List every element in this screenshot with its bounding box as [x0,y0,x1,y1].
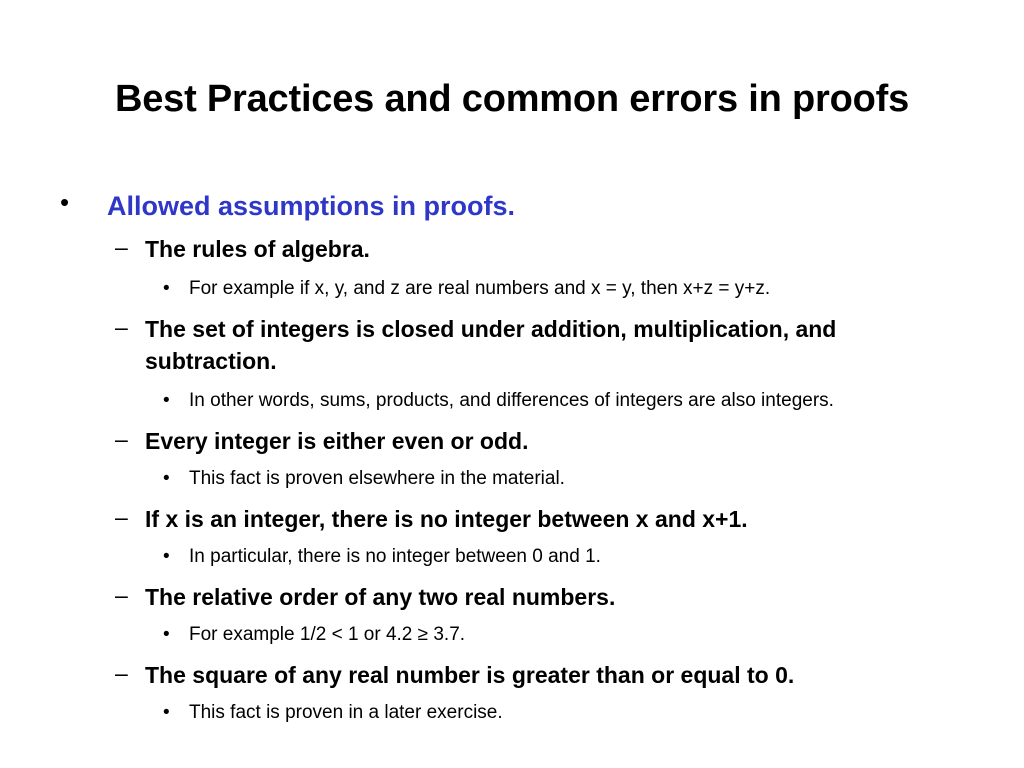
sub-item-text: For example if x, y, and z are real numbers and x = y, then x+z = y+z. [189,278,771,299]
sub-item-text: In other words, sums, products, and differences of integers are also integers. [189,390,834,411]
bullet-icon: • [163,390,170,411]
sub-item-text: For example 1/2 < 1 or 4.2 ≥ 3.7. [189,624,466,645]
list-item-text: If x is an integer, there is no integer between x and x+1. [145,506,748,532]
list-item-text: The relative order of any two real numbers. [145,584,616,610]
dash-icon: – [115,234,128,260]
bullet-icon: • [60,187,70,217]
sub-item-text: This fact is proven elsewhere in the material. [189,468,565,489]
list-item [115,313,935,377]
list-item [115,581,935,613]
bullet-icon: • [163,278,170,299]
list-item-text: The square of any real number is greater than or equal to 0. [145,662,795,688]
dash-icon: – [115,314,128,340]
dash-icon: – [115,426,128,452]
bullet-icon: • [163,624,170,645]
list-item [115,659,935,691]
slide-title: Best Practices and common errors in proofs [114,78,910,120]
bullet-icon: • [163,468,170,489]
list-item-text: The rules of algebra. [145,236,370,262]
bullet-icon: • [163,546,170,567]
list-item [115,503,935,535]
list-item-text: The set of integers is closed under addition, multiplication, and subtraction. [145,316,837,374]
list-item [115,425,935,457]
sub-item-text: In particular, there is no integer between 0 and 1. [189,546,601,567]
list-item [115,233,935,265]
dash-icon: – [115,582,128,608]
dash-icon: – [115,504,128,530]
bullet-icon: • [163,702,170,723]
heading-text: Allowed assumptions in proofs. [107,191,516,221]
sub-item-text: This fact is proven in a later exercise. [189,702,503,723]
dash-icon: – [115,660,128,686]
list-item-text: Every integer is either even or odd. [145,428,529,454]
